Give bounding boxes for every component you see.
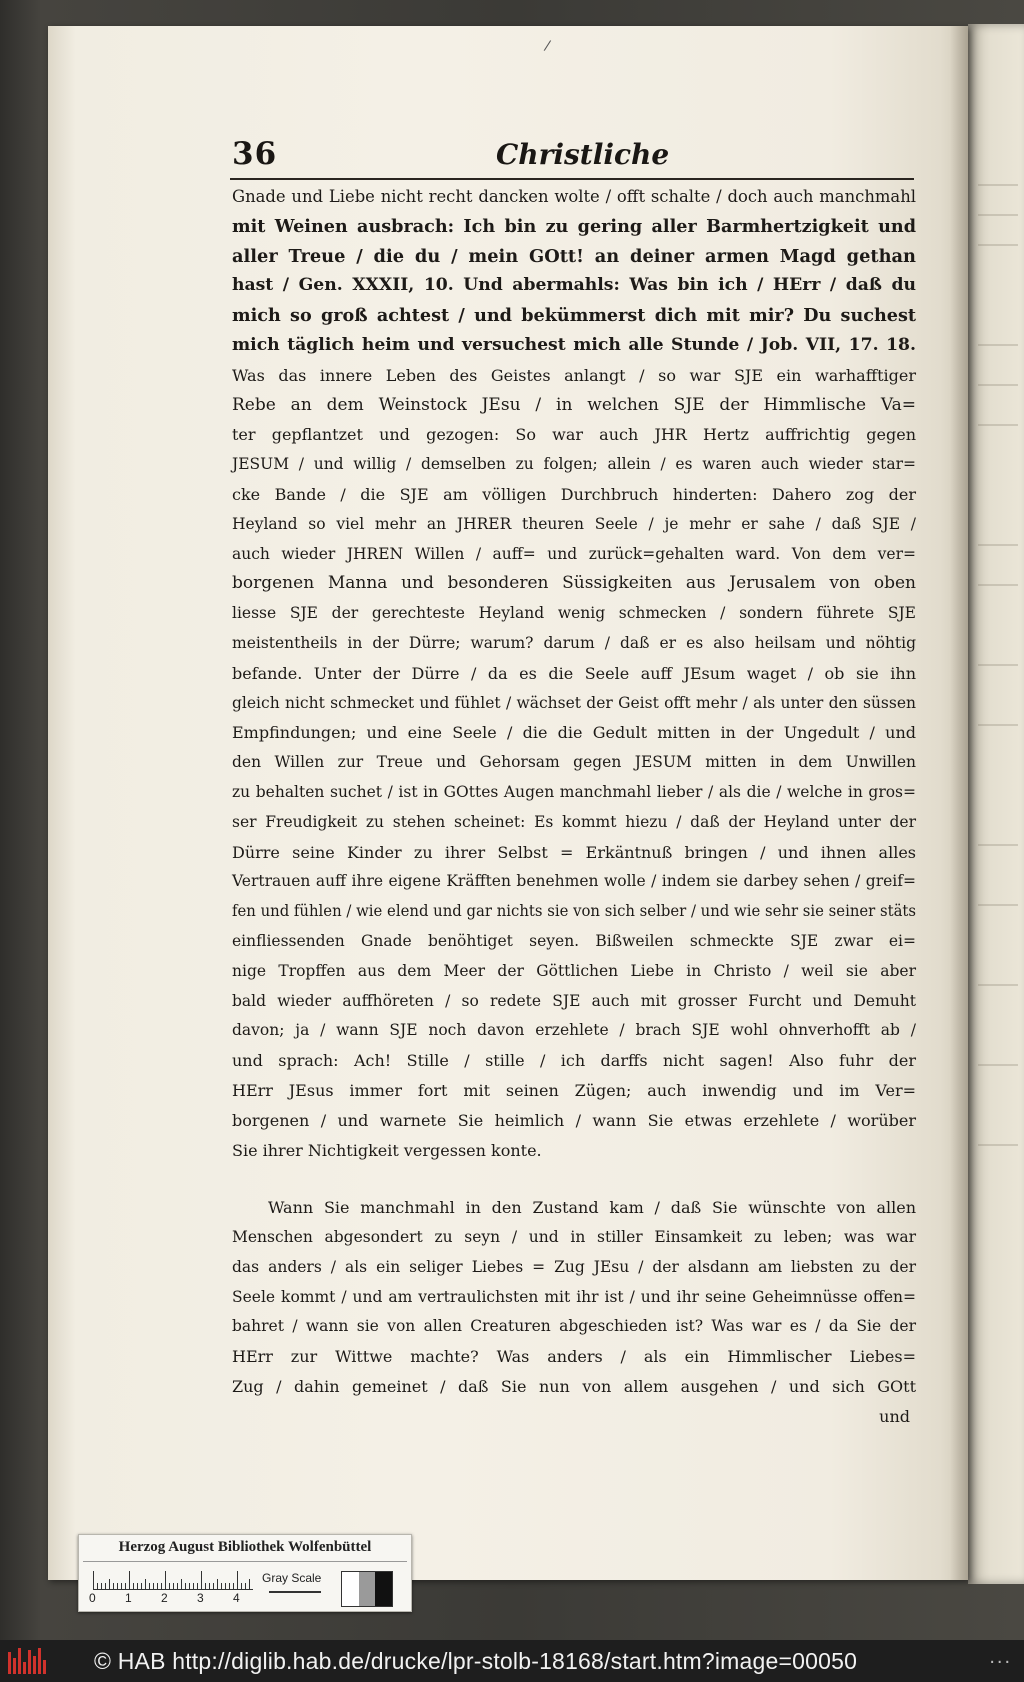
ruler-number: 1 [125,1591,132,1605]
text-line: Vertrauen auff ihre eigene Kräfften benehmen wolle / indem sie darbey sehen / greif= [232,872,916,891]
text-line: mich täglich heim und versuchest mich alle Stunde / Job. VII, 17. 18. [232,334,916,355]
ruler-number: 2 [161,1591,168,1605]
catchword: und [879,1406,910,1426]
pencil-mark: / [543,37,552,55]
text-line: JESUM / und willig / demselben zu folgen; allein / es waren auch wieder star= [232,455,916,474]
page-text [232,182,916,1432]
source-url-bar [0,1640,1024,1682]
text-line: Sie ihrer Nichtigkeit vergessen konte. [232,1140,542,1160]
text-line: HErr zur Wittwe machte? Was anders / als ein Himmlischer Liebes= [232,1347,916,1367]
header-rule [230,178,914,180]
text-line: Empfindungen; und eine Seele / die die Gedult mitten in der Ungedult / und [232,723,916,743]
text-line: Wann Sie manchmahl in den Zustand kam / daß Sie wünschte von allen [268,1198,916,1218]
text-line: borgenen / und warnete Sie heimlich / wann Sie etwas erzehlete / worüber [232,1110,916,1130]
text-line: und sprach: Ach! Stille / stille / ich darffs nicht sagen! Also fuhr der [232,1051,916,1071]
text-line: liesse SJE der gerechteste Heyland wenig schmecken / sondern führete SJE [232,604,916,623]
text-line: mich so groß achtest / und bekümmerst dich mit mir? Du suchest [232,305,916,327]
text-line: Was das innere Leben des Geistes anlangt / so war SJE ein warhafftiger [232,365,916,385]
text-line: auch wieder JHREN Willen / auff= und zurück=gehalten ward. Von dem ver= [232,544,916,563]
book-page [48,26,968,1580]
gray-scale-bar [269,1591,321,1593]
text-line: meistentheils in der Dürre; warum? darum / daß er es also heilsam und nöhtig [232,633,916,652]
text-line: Dürre seine Kinder zu ihrer Selbst = Erkäntnuß bringen / und ihnen alles [232,842,916,862]
text-line: befande. Unter der Dürre / da es die Seele auff JEsum waget / ob sie ihn [232,663,916,683]
text-line: HErr JEsus immer fort mit seinen Zügen; auch inwendig und im Ver= [232,1080,916,1100]
text-line: bald wieder auffhöreten / so redete SJE auch mit grosser Furcht und Demuht [232,991,916,1010]
text-line: einfliessenden Gnade benöhtiget seyen. Bißweilen schmeckte SJE zwar ei= [232,931,916,950]
text-line: nige Tropffen aus dem Meer der Göttlichen Liebe in Christo / weil sie aber [232,961,916,980]
text-line: Rebe an dem Weinstock JEsu / in welchen SJE der Himmlische Va= [232,394,916,415]
page-number: 36 [232,136,278,172]
running-head: Christliche [496,138,670,171]
text-line: das anders / als ein seliger Liebes = Zug JEsu / der alsdann am liebsten zu der [232,1257,916,1276]
text-line: bahret / wann sie von allen Creaturen abgeschieden ist? Was war es / da Sie der [232,1317,916,1336]
text-line: Seele kommt / und am vertraulichsten mit ihr ist / und ihr seine Geheimnüsse offen= [232,1287,916,1306]
cm-ruler [93,1569,253,1590]
text-line: davon; ja / wann SJE noch davon erzehlete / brach SJE wohl ohnverhofft ab / [232,1021,916,1040]
facing-page-edge [968,24,1024,1584]
text-line: cke Bande / die SJE am völligen Durchbruch hinderten: Dahero zog der [232,484,916,504]
text-line: zu behalten suchet / ist in GOttes Augen manchmahl lieber / als die / welche in gros= [232,782,916,801]
text-line: Zug / dahin gemeinet / daß Sie nun von allem ausgehen / und sich GOtt [232,1377,916,1397]
source-url[interactable]: © HAB http://diglib.hab.de/drucke/lpr-stolb-18168/start.htm?image=00050 [94,1648,858,1674]
ruler-number: 3 [197,1591,204,1605]
hab-logo-icon [8,1648,48,1674]
ruler-number: 0 [89,1591,96,1605]
gray-scale-label: Gray Scale [262,1571,322,1585]
ruler-numbers [87,1591,267,1607]
more-icon[interactable]: ... [989,1646,1012,1668]
gray-scale-swatch [341,1571,393,1607]
ruler-number: 4 [233,1591,240,1605]
paragraph-gap [232,1165,916,1193]
text-line: ter gepflantzet und gezogen: So war auch JHR Hertz auffrichtig gegen [232,425,916,445]
text-line: mit Weinen ausbrach: Ich bin zu gering aller Barmhertzigkeit und [232,215,916,237]
library-name: Herzog August Bibliothek Wolfenbüttel [118,1539,372,1555]
text-line: fen und fühlen / wie elend und gar nichts sie von sich selber / und wie sehr sie seiner stäts [232,902,917,921]
text-line: ser Freudigkeit zu stehen scheinet: Es kommt hiezu / daß der Heyland unter der [232,812,916,831]
text-line: Heyland so viel mehr an JHRER theuren Seele / je mehr er sahe / daß SJE / [232,514,916,533]
text-line: den Willen zur Treue und Gehorsam gegen JESUM mitten in dem Unwillen [232,753,916,772]
text-line: gleich nicht schmecket und fühlet / wächset der Geist offt mehr / als unter den süssen [232,693,916,712]
label-divider [83,1561,407,1562]
text-line: borgenen Manna und besonderen Süssigkeiten aus Jerusalem von oben [232,573,916,594]
text-line: Gnade und Liebe nicht recht dancken wolte / offt schalte / doch auch manchmahl [232,187,916,206]
text-line: Menschen abgesondert zu seyn / und in stiller Einsamkeit zu leben; was war [232,1228,916,1247]
text-line: aller Treue / die du / mein GOtt! an deiner armen Magd gethan [232,245,916,267]
library-color-card [78,1534,412,1612]
text-line: hast / Gen. XXXII, 10. Und abermahls: Was bin ich / HErr / daß du [232,275,916,296]
